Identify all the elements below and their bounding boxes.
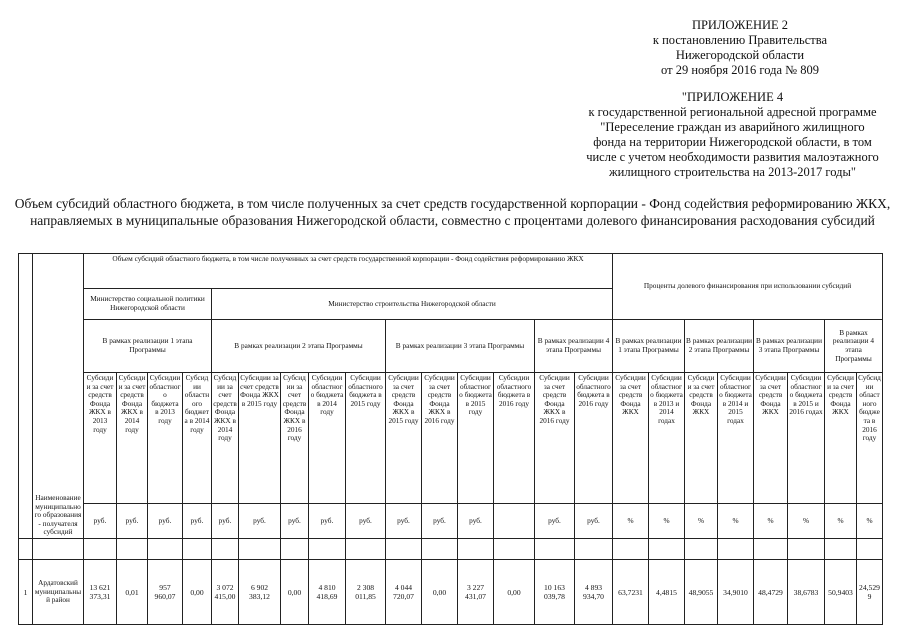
ministry-construction-header: Министерство строительства Нижегородской области bbox=[212, 289, 613, 320]
column-header: Субсидии областного бюджета в 2014 году bbox=[309, 373, 346, 504]
column-header: Субсидии областного бюджета в 2014 и 2015 годах bbox=[718, 373, 754, 504]
column-header: Субсидии областного бюджета в 2016 году bbox=[575, 373, 613, 504]
column-header: Субсидии областного бюджета в 2015 году bbox=[346, 373, 386, 504]
column-header: Субсидии за счет средств Фонда ЖКХ в 2016 году bbox=[422, 373, 458, 504]
unit-cell: руб. bbox=[309, 504, 346, 539]
value-cell: 48,9055 bbox=[685, 560, 718, 625]
spacer-row bbox=[19, 539, 883, 560]
appendix-4-line: жилищного строительства на 2013-2017 годы" bbox=[609, 165, 856, 179]
value-cell: 10 163 039,78 bbox=[535, 560, 575, 625]
column-header: Субсидии областного бюджета в 2013 году bbox=[148, 373, 183, 504]
unit-cell: % bbox=[788, 504, 825, 539]
value-cell: 24,5299 bbox=[857, 560, 883, 625]
percent-stage-3-header: В рамках реализации 3 этапа Программы bbox=[754, 320, 825, 373]
stage-4-header: В рамках реализации 4 этапа Программы bbox=[535, 320, 613, 373]
value-cell: 2 308 011,85 bbox=[346, 560, 386, 625]
table-row bbox=[19, 560, 883, 625]
title-line-1: Объем субсидий областного бюджета, в том числе полученных за счет средств государственной корпорации - Фонд содействия реформированию ЖКХ, bbox=[14, 196, 891, 211]
num-header-cell bbox=[19, 254, 33, 539]
appendix-4-line: "Переселение граждан из аварийного жилищного bbox=[600, 120, 865, 134]
value-cell: 0,01 bbox=[117, 560, 148, 625]
unit-cell: % bbox=[649, 504, 685, 539]
stage-3-header: В рамках реализации 3 этапа Программы bbox=[386, 320, 535, 373]
value-cell: 63,7231 bbox=[613, 560, 649, 625]
value-cell: 0,00 bbox=[494, 560, 535, 625]
value-cell: 6 902 383,12 bbox=[239, 560, 281, 625]
volume-group-header: Объем субсидий областного бюджета, в том числе полученных за счет средств государственной корпорации - Фонд содействия реформированию ЖКХ bbox=[84, 254, 613, 289]
unit-cell: руб. bbox=[422, 504, 458, 539]
column-header: Субсидии областного бюджета в 2016 году bbox=[857, 373, 883, 504]
column-header: Субсидии за счет средств Фонда ЖКХ в 2013 году bbox=[84, 373, 117, 504]
appendix-2-header bbox=[620, 18, 860, 78]
percent-stage-1-header: В рамках реализации 1 этапа Программы bbox=[613, 320, 685, 373]
unit-cell: руб. bbox=[386, 504, 422, 539]
unit-cell: руб. bbox=[239, 504, 281, 539]
value-cell: 957 960,07 bbox=[148, 560, 183, 625]
unit-cell: руб. bbox=[84, 504, 117, 539]
column-header: Субсидии за счет средств Фонда ЖКХ bbox=[825, 373, 857, 504]
value-cell: 0,00 bbox=[422, 560, 458, 625]
unit-cell: руб. bbox=[575, 504, 613, 539]
municipality-name: Ардатовский муниципальный район bbox=[33, 560, 84, 625]
column-header: Субсидии за счет средств Фонда ЖКХ bbox=[613, 373, 649, 504]
appendix-2-line: к постановлению Правительства bbox=[652, 33, 828, 47]
appendix-4-line: к государственной региональной адресной программе bbox=[588, 105, 877, 119]
percent-stage-2-header: В рамках реализации 2 этапа Программы bbox=[685, 320, 754, 373]
unit-cell: руб. bbox=[346, 504, 386, 539]
column-header: Субсидии областного бюджета в 2013 и 2014 годах bbox=[649, 373, 685, 504]
appendix-2-line: от 29 ноября 2016 года № 809 bbox=[661, 63, 819, 77]
value-cell: 3 072 415,00 bbox=[212, 560, 239, 625]
unit-cell: руб. bbox=[212, 504, 239, 539]
unit-cell: % bbox=[754, 504, 788, 539]
column-header: Субсидии областного бюджета в 2016 году bbox=[494, 373, 535, 504]
value-cell: 4 044 720,07 bbox=[386, 560, 422, 625]
unit-cell: руб. bbox=[281, 504, 309, 539]
column-header: Субсидии областного бюджета в 2015 и 2016 годах bbox=[788, 373, 825, 504]
stage-2-header: В рамках реализации 2 этапа Программы bbox=[212, 320, 386, 373]
value-cell: 13 621 373,31 bbox=[84, 560, 117, 625]
column-header: Субсидии областного бюджета в 2014 году bbox=[183, 373, 212, 504]
value-cell: 50,9403 bbox=[825, 560, 857, 625]
unit-cell: руб. bbox=[117, 504, 148, 539]
unit-cell: % bbox=[685, 504, 718, 539]
value-cell: 4,4815 bbox=[649, 560, 685, 625]
appendix-4-line: фонда на территории Нижегородской области, в том bbox=[593, 135, 872, 149]
value-cell: 3 227 431,07 bbox=[458, 560, 494, 625]
row-number: 1 bbox=[19, 560, 33, 625]
unit-cell: % bbox=[718, 504, 754, 539]
column-header: Субсидии за счет средств Фонда ЖКХ bbox=[685, 373, 718, 504]
column-header: Субсидии за счет средств Фонда ЖКХ в 2015 году bbox=[386, 373, 422, 504]
value-cell: 0,00 bbox=[281, 560, 309, 625]
unit-cell: руб. bbox=[458, 504, 494, 539]
unit-cell: % bbox=[825, 504, 857, 539]
value-cell: 48,4729 bbox=[754, 560, 788, 625]
column-header: Субсидии за счет средств Фонда ЖКХ bbox=[754, 373, 788, 504]
stage-1-header: В рамках реализации 1 этапа Программы bbox=[84, 320, 212, 373]
value-cell: 4 893 934,70 bbox=[575, 560, 613, 625]
column-header: Субсидии за счет средств Фонда ЖКХ в 2014 году bbox=[212, 373, 239, 504]
appendix-4-header bbox=[560, 90, 905, 180]
unit-cell: руб. bbox=[148, 504, 183, 539]
appendix-4-line: "ПРИЛОЖЕНИЕ 4 bbox=[681, 90, 784, 104]
value-cell: 4 810 418,69 bbox=[309, 560, 346, 625]
unit-cell bbox=[494, 504, 535, 539]
unit-cell: руб. bbox=[535, 504, 575, 539]
unit-cell: % bbox=[613, 504, 649, 539]
unit-cell: руб. bbox=[183, 504, 212, 539]
column-header: Субсидии за счет средств Фонда ЖКХ в 2016 году bbox=[281, 373, 309, 504]
percent-stage-4-header: В рамках реализации 4 этапа Программы bbox=[825, 320, 883, 373]
column-header: Субсидии за счет средств Фонда ЖКХ в 2015 году bbox=[239, 373, 281, 504]
percent-group-header: Проценты долевого финансирования при использовании субсидий bbox=[613, 254, 883, 320]
appendix-2-line: Нижегородской области bbox=[675, 48, 805, 62]
subsidy-table bbox=[18, 253, 883, 625]
column-header: Субсидии за счет средств Фонда ЖКХ в 2016 году bbox=[535, 373, 575, 504]
appendix-4-line: числе с учетом необходимости развития малоэтажного bbox=[586, 150, 879, 164]
title-line-2: направляемых в муниципальные образования Нижегородской области, совместно с процентами долевого финансирования расходования субсидий bbox=[30, 213, 875, 228]
column-header: Субсидии областного бюджета в 2015 году bbox=[458, 373, 494, 504]
appendix-2-line: ПРИЛОЖЕНИЕ 2 bbox=[691, 18, 789, 32]
value-cell: 34,9010 bbox=[718, 560, 754, 625]
value-cell: 38,6783 bbox=[788, 560, 825, 625]
ministry-social-header: Министерство социальной политики Нижегородской области bbox=[84, 289, 212, 320]
value-cell: 0,00 bbox=[183, 560, 212, 625]
name-header: Наименование муниципального образования - получателя субсидий bbox=[33, 254, 84, 539]
unit-cell: % bbox=[857, 504, 883, 539]
column-header: Субсидии за счет средств Фонда ЖКХ в 2014 году bbox=[117, 373, 148, 504]
document-title bbox=[0, 195, 905, 229]
